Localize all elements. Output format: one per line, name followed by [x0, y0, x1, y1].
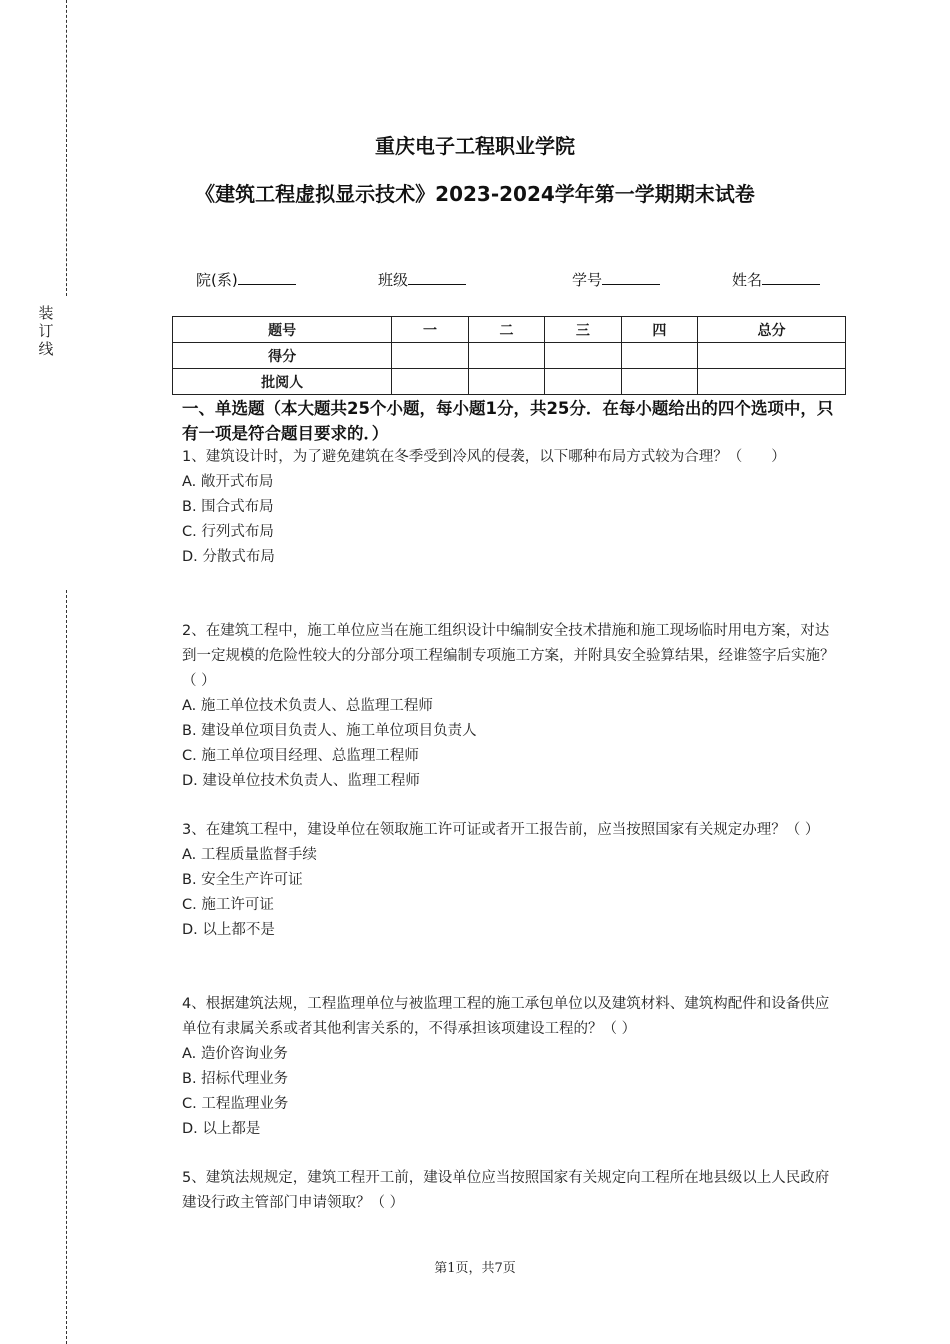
question-option: D. 以上都是 [182, 1121, 261, 1137]
question-option: C. 行列式布局 [182, 524, 274, 540]
grader-cell [621, 369, 697, 395]
binding-dashed-line-bottom [66, 590, 67, 1344]
question-option: D. 以上都不是 [182, 922, 275, 938]
score-table-header-cell: 题号 [173, 317, 392, 343]
question-2 [182, 619, 842, 794]
score-table-row-label: 得分 [173, 343, 392, 369]
info-field-name [732, 268, 820, 290]
question-option: C. 工程监理业务 [182, 1096, 289, 1112]
question-option: C. 施工许可证 [182, 897, 274, 913]
score-table-header-row [173, 317, 846, 343]
question-option: B. 安全生产许可证 [182, 872, 303, 888]
score-table-grader-row [173, 369, 846, 395]
grader-cell [545, 369, 621, 395]
score-table [172, 316, 846, 395]
score-cell [392, 343, 468, 369]
binding-label [36, 304, 56, 358]
info-label: 姓名 [732, 271, 763, 289]
info-label: 班级 [378, 271, 409, 289]
score-table-row-label: 批阅人 [173, 369, 392, 395]
question-option: C. 施工单位项目经理、总监理工程师 [182, 748, 419, 764]
question-option: B. 建设单位项目负责人、施工单位项目负责人 [182, 723, 477, 739]
grader-cell [392, 369, 468, 395]
question-option: B. 招标代理业务 [182, 1071, 289, 1087]
question-1 [182, 445, 842, 570]
score-table-score-row [173, 343, 846, 369]
score-cell [698, 343, 846, 369]
score-cell [468, 343, 544, 369]
question-text: 2、在建筑工程中，施工单位应当在施工组织设计中编制安全技术措施和施工现场临时用电方案，对达到一定规模的危险性较大的分部分项工程编制专项施工方案，并附具安全验算结果，经谁签字后实施？（ ） [182, 623, 835, 689]
question-text: 1、建筑设计时，为了避免建筑在冬季受到冷风的侵袭，以下哪种布局方式较为合理？（ ） [182, 449, 786, 465]
score-table-header-cell: 四 [621, 317, 697, 343]
binding-char: 线 [38, 340, 54, 358]
info-field-department [196, 268, 296, 290]
student-id-blank [602, 268, 660, 285]
info-field-student-id [572, 268, 660, 290]
page-number: 第1页，共7页 [434, 1261, 516, 1276]
name-blank [762, 268, 820, 285]
question-text: 3、在建筑工程中，建设单位在领取施工许可证或者开工报告前，应当按照国家有关规定办理？（ ） [182, 822, 820, 838]
grader-cell [468, 369, 544, 395]
question-5 [182, 1166, 842, 1216]
class-blank [408, 268, 466, 285]
question-option: B. 围合式布局 [182, 499, 274, 515]
section-heading: 一、单选题（本大题共25个小题，每小题1分，共25分．在每小题给出的四个选项中，只有一项是符合题目要求的．） [182, 399, 834, 443]
question-option: A. 工程质量监督手续 [182, 847, 317, 863]
binding-char: 装 [38, 304, 54, 322]
question-text: 5、建筑法规规定，建筑工程开工前，建设单位应当按照国家有关规定向工程所在地县级以上人民政府建设行政主管部门申请领取？（ ） [182, 1170, 830, 1211]
question-option: A. 造价咨询业务 [182, 1046, 288, 1062]
score-table-header-cell: 二 [468, 317, 544, 343]
school-title: 重庆电子工程职业学院 [375, 134, 575, 158]
department-blank [238, 268, 296, 285]
question-option: A. 敞开式布局 [182, 474, 274, 490]
info-label: 学号 [572, 271, 603, 289]
question-3 [182, 818, 842, 943]
question-4 [182, 992, 842, 1142]
question-option: D. 建设单位技术负责人、监理工程师 [182, 773, 420, 789]
question-option: D. 分散式布局 [182, 549, 275, 565]
info-field-class [378, 268, 466, 290]
exam-title: 《建筑工程虚拟显示技术》2023-2024学年第一学期期末试卷 [195, 182, 755, 206]
score-table-header-cell: 一 [392, 317, 468, 343]
score-cell [621, 343, 697, 369]
score-table-header-cell: 三 [545, 317, 621, 343]
grader-cell [698, 369, 846, 395]
score-table-header-cell: 总分 [698, 317, 846, 343]
binding-char: 订 [38, 322, 54, 340]
info-label: 院(系) [196, 271, 238, 289]
question-option: A. 施工单位技术负责人、总监理工程师 [182, 698, 433, 714]
score-cell [545, 343, 621, 369]
question-text: 4、根据建筑法规，工程监理单位与被监理工程的施工承包单位以及建筑材料、建筑构配件和设备供应单位有隶属关系或者其他利害关系的，不得承担该项建设工程的？（ ） [182, 996, 830, 1037]
